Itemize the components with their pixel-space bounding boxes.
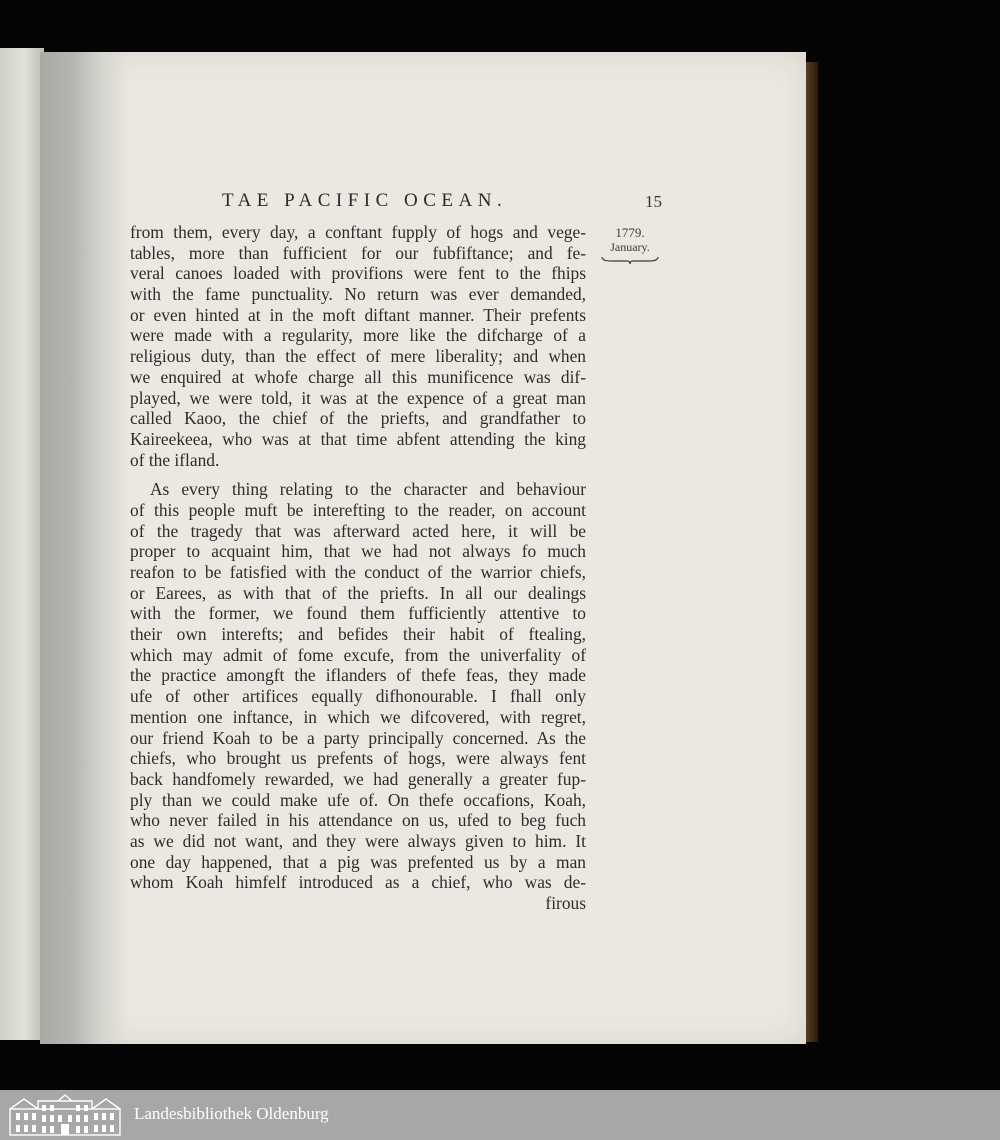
text-line: their own interefts; and befides their habit of ftealing, [130,624,586,645]
text-line: who never failed in his attendance on us, ufed to beg fuch [130,810,586,831]
text-line: with the former, we found them fufficiently attentive to [130,603,586,624]
text-line: our friend Koah to be a party principally concerned. As the [130,727,586,748]
text-line: religious duty, than the effect of mere liberality; and when [130,346,586,367]
text-line: whom Koah himfelf introduced as a chief, who was de- [130,872,586,893]
text-line: of this people muft be interefting to the reader, on account [130,499,586,520]
text-line: played, we were told, it was at the expence of a great man [130,387,586,408]
paragraph-gap [130,470,586,479]
text-line: chiefs, who brought us prefents of hogs, were always fent [130,748,586,769]
margin-note-year: 1779. [615,225,645,240]
text-line: from them, every day, a conftant fupply of hogs and vege- [130,222,586,242]
text-line: reafon to be fatisfied with the conduct of the warrior chiefs, [130,562,586,582]
text-line: were made with a regularity, more like the difcharge of a [130,325,586,346]
text-line: proper to acquaint him, that we had not always fo much [130,541,586,562]
body-text [130,222,586,914]
margin-date-note [598,226,662,264]
text-line: or Earees, as with that of the priefts. In all our dealings [130,582,586,603]
text-line: which may admit of fome excufe, from the univerfality of [130,644,586,665]
text-line: veral canoes loaded with provifions were fent to the fhips [130,263,586,284]
text-line: called Kaoo, the chief of the priefts, and grandfather to [130,408,586,429]
margin-note-month: January. [610,240,650,254]
page-number: 15 [645,192,662,211]
text-line: As every thing relating to the character and behaviour [150,479,586,500]
text-line: of the tragedy that was afterward acted here, it will be [130,520,586,541]
catchword: firous [545,893,586,913]
text-line: with the fame punctuality. No return was ever demanded, [130,284,586,305]
text-line: mention one inftance, in which we difcovered, with regret, [130,706,586,727]
brace-icon [601,256,659,264]
gutter-shadow [40,52,130,1044]
facing-page-edge [0,48,44,1040]
text-line: one day happened, that a pig was prefented us by a man [130,851,586,872]
library-name: Landesbibliothek Oldenburg [134,1104,329,1123]
text-line: ufe of other artifices equally difhonourable. I fhall only [130,686,586,707]
text-line: or even hinted at in the moft diftant manner. Their prefents [130,304,586,325]
text-line: as we did not want, and they were always given to him. It [130,830,586,851]
running-head: TAE PACIFIC OCEAN. [222,190,508,211]
library-building-icon [8,1093,122,1137]
text-line: ply than we could make ufe of. On thefe occafions, Koah, [130,789,586,810]
text-line: Kaireekeea, who was at that time abfent attending the king [130,428,586,449]
text-line: we enquired at whofe charge all this munificence was dif- [130,366,586,387]
text-line: of the ifland. [130,449,220,470]
footer-bar [0,1090,1000,1140]
text-line: back handfomely rewarded, we had generally a greater fup- [130,768,586,789]
text-line: the practice amongft the iflanders of thefe feas, they made [130,665,586,686]
text-line: tables, more than fufficient for our fubfiftance; and fe- [130,242,586,263]
